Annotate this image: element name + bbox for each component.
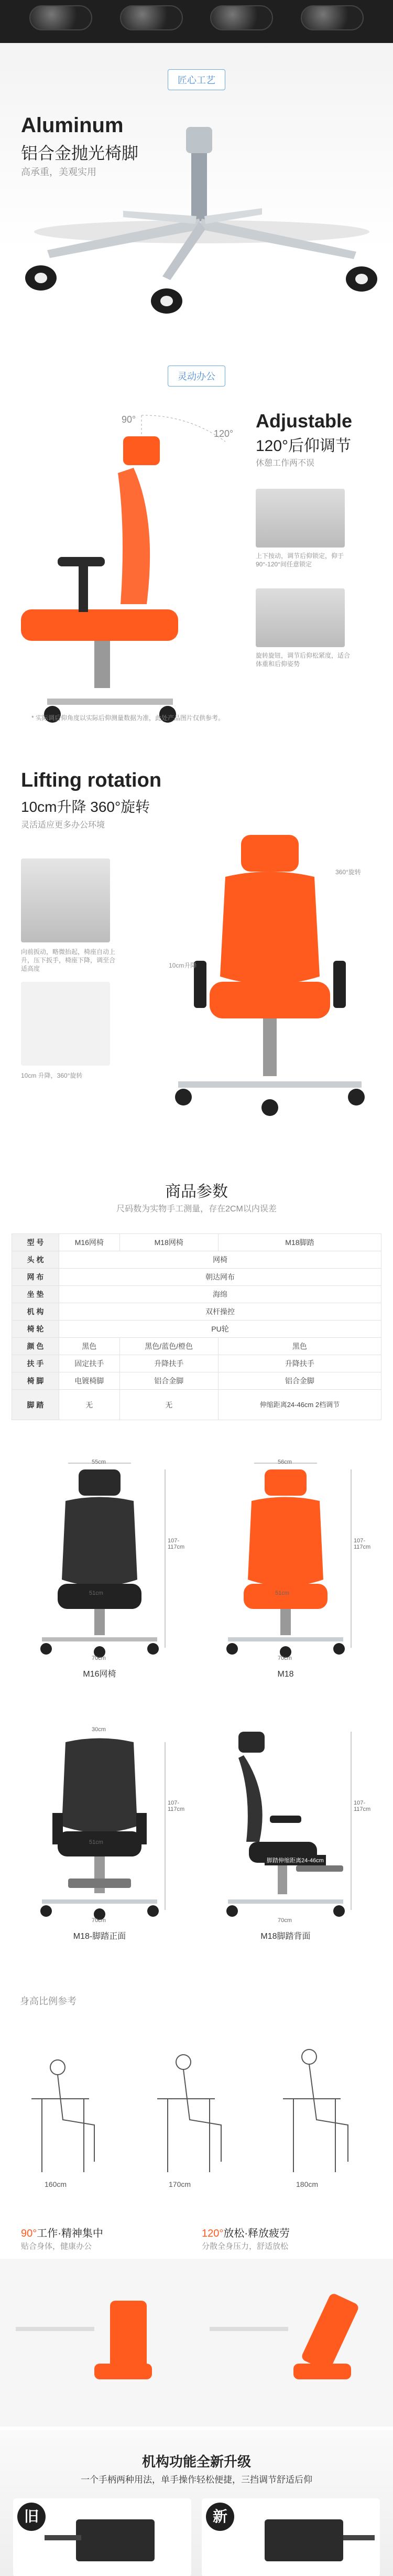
- section-subtitle: 一个手柄两种用法，单手操作轻松便捷，三挡调节舒适后仰: [81, 2475, 312, 2485]
- tension-knob-photo: [256, 588, 345, 647]
- m16-chair-illustration: [21, 1459, 178, 1658]
- height-170-label: 170cm: [169, 2180, 191, 2188]
- recline-lever-caption: 上下按动，调节后仰锁定，仰于90°-120°间任意锁定: [256, 552, 344, 568]
- section-subtitle: 休憩工作两不误: [256, 459, 315, 468]
- product-params-section: [0, 1155, 393, 1438]
- section-title-en: Adjustable: [256, 410, 353, 432]
- table-row: 头 枕 网椅: [12, 1251, 381, 1269]
- section-title: 机构功能全新升级: [141, 2454, 251, 2470]
- section-pill: 灵动办公: [168, 366, 225, 387]
- height-180-label: 180cm: [296, 2180, 319, 2188]
- table-row: 椅 轮 PU轮: [12, 1321, 381, 1338]
- tension-knob-caption: 旋转旋钮，调节后仰松紧度，适合体重和后仰姿势: [256, 652, 351, 668]
- table-row: 脚 踏 无 无 伸缩距离24-46cm 2档调节: [12, 1390, 381, 1420]
- old-mechanism-card: [13, 2498, 191, 2576]
- section-subtitle: 灵活适应更多办公环境: [21, 821, 105, 830]
- footnote: * 实际调后仰角度以实际后仰测量数据为准，此处产品图片仅供参考。: [31, 714, 225, 722]
- section-title: 身高比例参考: [20, 1996, 77, 2006]
- dim-m18: 56cm 51cm 107-117cm 70cm M18: [207, 1459, 364, 1679]
- section-title-en: Aluminum: [21, 114, 124, 137]
- wheel-image: [29, 5, 92, 30]
- work-subtitle: 贴合身体，健康办公: [21, 2242, 92, 2251]
- new-tag: 新: [206, 2503, 234, 2531]
- orange-chair-illustration: [147, 835, 393, 1139]
- adjustable-section: [0, 337, 393, 746]
- height-reference-section: [0, 1973, 393, 2214]
- lifting-section: [0, 746, 393, 1155]
- dim-m16: 55cm 51cm 107-117cm 70cm M16网椅: [21, 1459, 178, 1679]
- angle-90-label: 90°: [122, 414, 136, 425]
- angle-120-label: 120°: [214, 428, 234, 439]
- height-160-label: 160cm: [45, 2180, 67, 2188]
- dim-caption: M18脚踏背面: [260, 1932, 311, 1941]
- table-row: 扶 手 固定扶手 升降扶手 升降扶手: [12, 1355, 381, 1372]
- wheel-image: [120, 5, 183, 30]
- table-row: 网 布 朝达网布: [12, 1269, 381, 1286]
- rotation-label: 360°旋转: [335, 868, 361, 876]
- table-row: 机 构 双杆操控: [12, 1303, 381, 1321]
- dim-caption: M18-脚踏正面: [73, 1932, 126, 1941]
- section-subtitle: 高承重，美观实用: [21, 167, 96, 177]
- lift-lever-caption: 向前扳动，略微抬起，椅座自动上升，压下扳手，椅座下降，调至合适高度: [21, 948, 116, 972]
- m18-chair-illustration: [207, 1459, 364, 1658]
- recline-lever-photo: [256, 489, 345, 548]
- table-header-row: 型 号 M16网椅 M18网椅 M18脚踏: [12, 1234, 381, 1251]
- work-relax-section: [0, 2214, 393, 2430]
- section-subtitle: 尺码数为实物手工测量，存在2CM以内误差: [116, 1205, 277, 1214]
- lift-height-label: 10cm升降: [169, 962, 197, 969]
- aluminum-base-illustration: [0, 43, 393, 337]
- work-relax-photo: [0, 2259, 393, 2427]
- section-title: 商品参数: [165, 1183, 228, 1200]
- aluminum-section: [0, 43, 393, 337]
- mechanism-section: [0, 2430, 393, 2576]
- relax-subtitle: 分散全身压力，舒适放松: [202, 2242, 289, 2251]
- lift-lever-photo: [21, 858, 110, 942]
- params-table: [12, 1233, 381, 1420]
- section-title-en: Lifting rotation: [21, 769, 162, 791]
- height-reference-sketches: [0, 2004, 393, 2204]
- wheel-image: [210, 5, 273, 30]
- m18-side-chair-illustration: [207, 1721, 364, 1920]
- section-title-cn: 铝合金抛光椅脚: [21, 144, 139, 163]
- wheel-image: [301, 5, 364, 30]
- work-title: 90°工作·精神集中: [21, 2228, 103, 2239]
- dim-caption: M18: [277, 1670, 294, 1679]
- section-pill: 匠心工艺: [168, 69, 225, 90]
- relax-title: 120°放松·释放疲劳: [202, 2228, 290, 2239]
- section-title-cn: 120°后仰调节: [256, 437, 352, 455]
- old-tag: 旧: [17, 2503, 46, 2531]
- table-row: 坐 垫 海绵: [12, 1286, 381, 1303]
- table-row: 颜 色 黑色 黑色/蓝色/橙色 黑色: [12, 1338, 381, 1355]
- dim-m18-foot-front: 30cm 51cm 107-117cm 70cm M18-脚踏正面: [21, 1721, 178, 1941]
- dim-caption: M16网椅: [83, 1670, 116, 1679]
- section-title-cn: 10cm升降 360°旋转: [21, 799, 150, 815]
- dimensions-section: [0, 1438, 393, 1973]
- new-mechanism-card: [202, 2498, 380, 2576]
- mini-chair-caption: 10cm 升降，360°旋转: [21, 1072, 83, 1079]
- mini-chair-photo: [21, 982, 110, 1066]
- dim-m18-foot-back: 脚踏伸缩距离24-46cm 107-117cm 70cm M18脚踏背面: [207, 1721, 364, 1941]
- top-wheels-strip: [0, 0, 393, 43]
- m18-front-chair-illustration: [21, 1721, 178, 1920]
- table-row: 椅 脚 电镀椅脚 铝合金脚 铝合金脚: [12, 1372, 381, 1390]
